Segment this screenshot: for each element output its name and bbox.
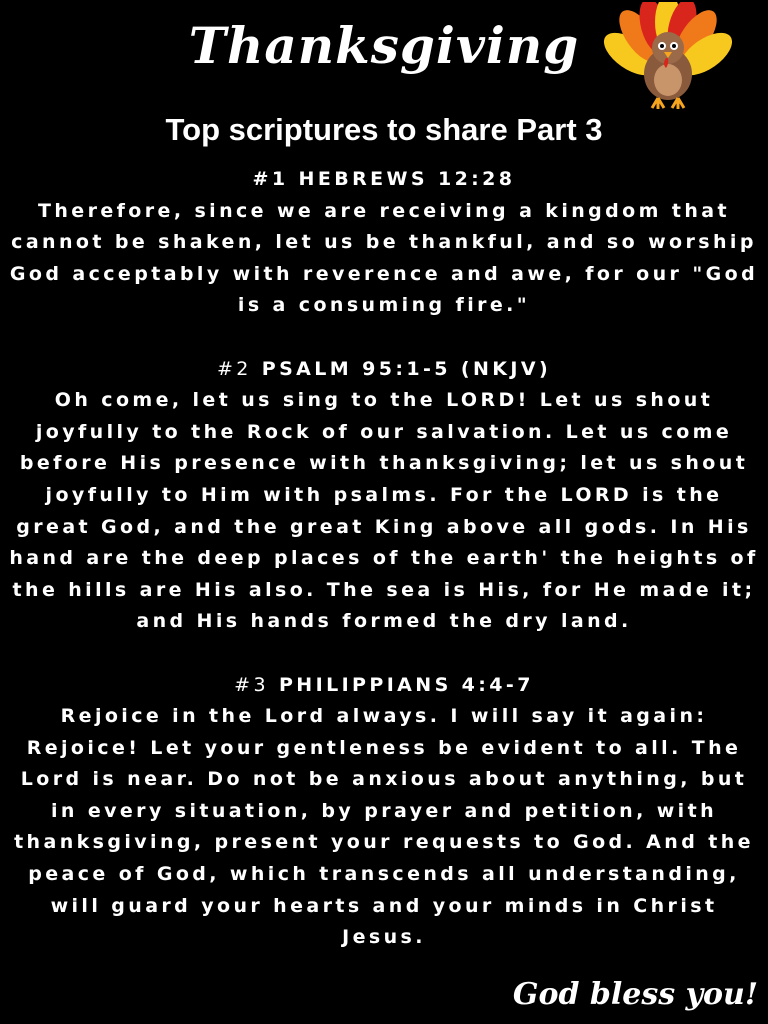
scripture-list [0,164,768,985]
scripture-text: Therefore, since we are receiving a kingdom that cannot be shaken, let us be thankful, and so worship God acceptably with reverence and awe, for our "God is a consuming fire." [9,199,759,317]
scripture-2 [0,354,768,638]
scripture-text: Rejoice in the Lord always. I will say it again: Rejoice! Let your gentleness be evident to all. The Lord is near. Do not be anxious about anything, but in every situation, by prayer and petition, with thanksgiving, present your requests to God. And the peace of God, which transcends all understanding, will guard your hearts and your minds in Christ Jesus. [14,705,754,949]
scripture-number: #2 [216,357,252,380]
page-subtitle: Top scriptures to share Part 3 [165,112,603,147]
scripture-number: #3 [234,673,269,696]
page-title: Thanksgiving [188,16,580,75]
closing-text: God bless you! [512,977,758,1012]
scripture-text: Oh come, let us sing to the LORD! Let us shout joyfully to the Rock of our salvation. Let us come before His presence with thanksgiving; let us shout joyfully to Him with psalms. For the LORD is the great God, and the great King above all gods. In His hand are the deep places of the earth' the heights of the hills are His also. The sea is His, for He made it; and His hands formed the dry land. [9,389,759,633]
scripture-reference: PSALM 95:1-5 (NKJV) [261,357,552,380]
turkey-icon [600,2,732,114]
scripture-heading [0,670,768,702]
scripture-heading [0,354,768,386]
scripture-1 [0,164,768,322]
scripture-reference: HEBREWS 12:28 [298,168,516,190]
scripture-reference: PHILIPPIANS 4:4-7 [278,673,534,696]
scripture-3 [0,670,768,954]
scripture-number: #1 [252,168,289,190]
scripture-heading [0,164,768,196]
